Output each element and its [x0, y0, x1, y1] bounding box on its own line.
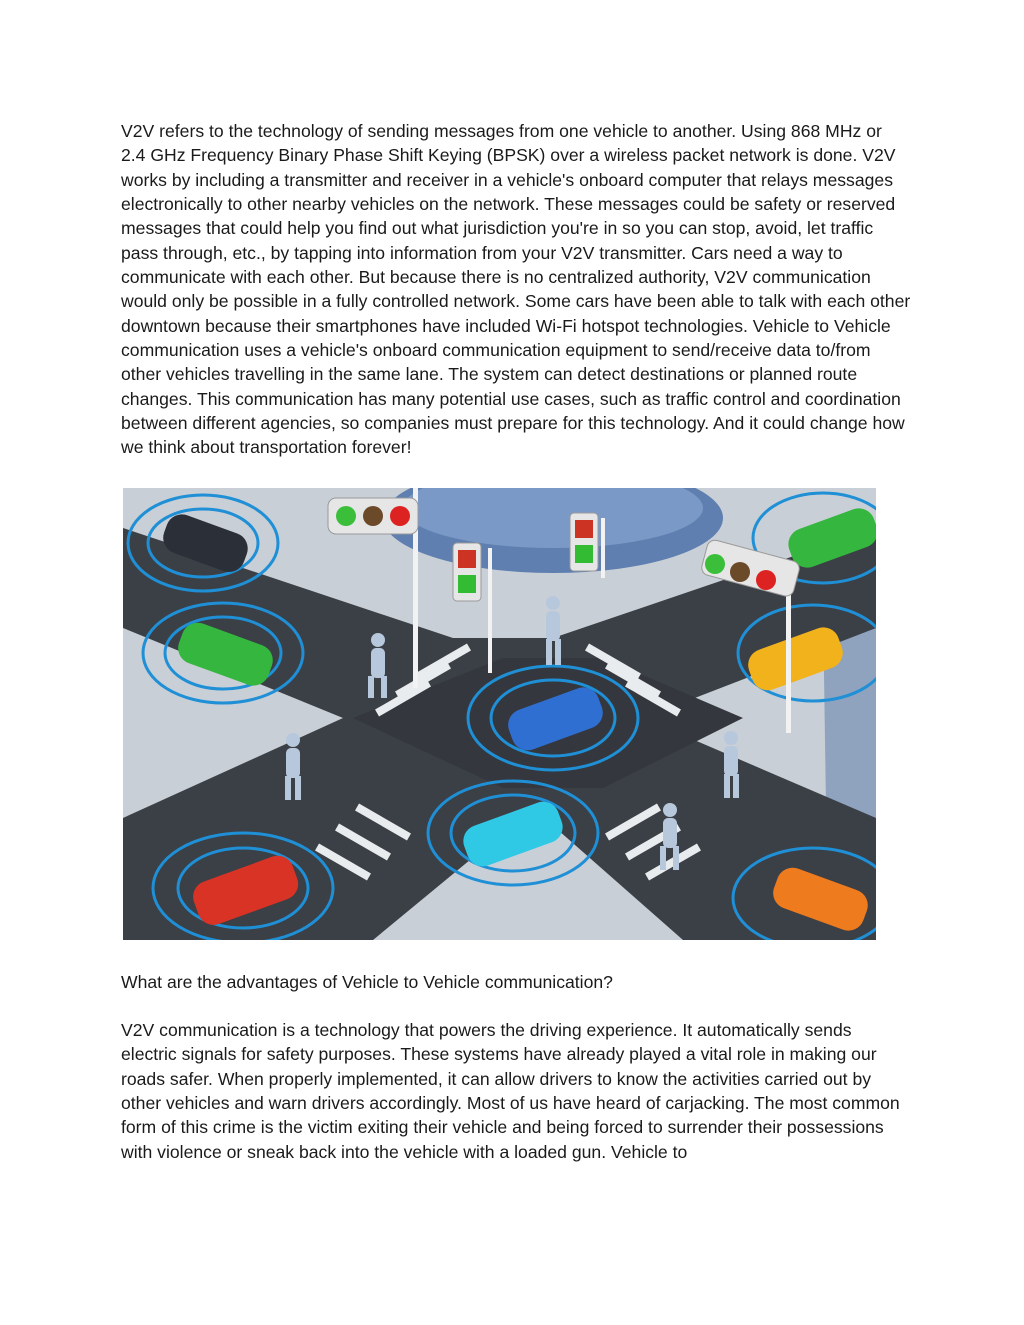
v2v-intersection-illustration	[123, 488, 876, 940]
advantages-paragraph: V2V communication is a technology that powers the driving experience. It automatically sends electric signals for safety purposes. These systems have already played a vital role in making our roads safer. When properly implemented, it can allow drivers to know the activities carried out by other vehicles and warn drivers accordingly. Most of us have heard of carjacking. The most common form of this crime is the victim exiting their vehicle and being forced to surrender their possessions with violence or sneak back into the vehicle with a loaded gun. Vehicle to	[121, 1020, 900, 1162]
section-heading: What are the advantages of Vehicle to Vehicle communication?	[121, 972, 613, 992]
intro-paragraph: V2V refers to the technology of sending messages from one vehicle to another. Using 868 MHz or 2.4 GHz Frequency Binary Phase Shift Keying (BPSK) over a wireless packet network is done. V2V works by including a transmitter and receiver in a vehicle's onboard computer that relays messages electronically to other nearby vehicles on the network. These messages could be safety or reserved messages that could help you find out what jurisdiction you're in so you can stop, avoid, let traffic pass through, etc., by tapping into information from your V2V transmitter. Cars need a way to communicate with each other. But because there is no centralized authority, V2V communication would only be possible in a fully controlled network. Some cars have been able to talk with each other downtown because their smartphones have included Wi-Fi hotspot technologies. Vehicle to Vehicle communication uses a vehicle's onboard communication equipment to send/receive data to/from other vehicles travelling in the same lane. The system can detect destinations or planned route changes. This communication has many potential use cases, such as traffic control and coordination between different agencies, so companies must prepare for this technology. And it could change how we think about transportation forever!	[121, 121, 911, 458]
